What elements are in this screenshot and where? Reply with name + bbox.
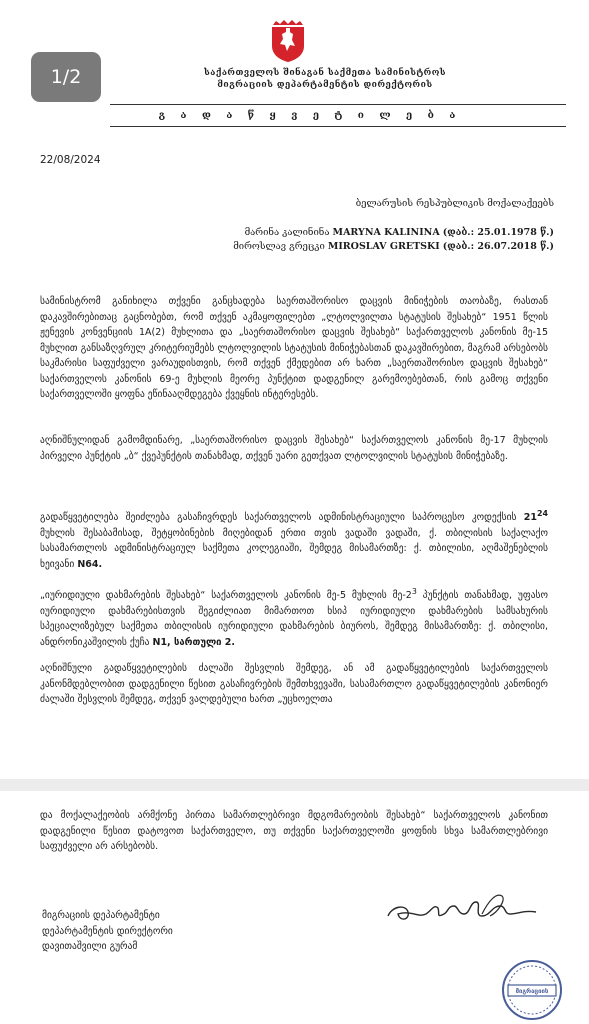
person1-dob: (დაბ.: 25.01.1978 წ.): [442, 227, 554, 238]
paragraph-6: და მოქალაქეობის არმქონე პირთა სამართლებრივი მდგომარეობის შესახებ“ საქართველოს კანონით დადგენილი წესით დატოვოთ საქართველო, თუ თქვენი საქართველოში ყოფნის სხვა სამართლებრივი საფუძველი არ არსებობს.: [40, 810, 548, 852]
header-rule-bottom: [110, 126, 566, 127]
page-indicator-text: 1/2: [50, 66, 82, 88]
ministry-line2: მიგრაციის დეპარტამენტის დირექტორის: [217, 80, 433, 90]
paragraph-4-text-b: პუნქტის თანახმად, უფასო იურიდიული დახმარებისთვის შეგიძლიათ მიმართოთ ხსიპ იურიდიული დახმარების სამსახურის სპეციალიზებულ საქმეთა თბილისის იურიდიული დახმარების ბიუროს, შემდეგ მისამართზე: ქ. თბილისი, ანდრონიკაშვილის ქუჩა: [40, 590, 548, 648]
paragraph-2: აღნიშნულიდან გამომდინარე, „საერთაშორისო დაცვის შესახებ“ საქართველოს კანონის მე-17 მუხლის პირველი პუნქტის „ბ“ ქვეპუნქტის თანახმად, თქვენ უარი გეთქვათ ლტოლვილის სტატუსის მინიჭებაზე.: [40, 435, 548, 462]
stamp-text: მიგრაციის: [515, 988, 549, 995]
paragraph-3-address: N64.: [77, 558, 103, 570]
person1-name-lat: MARYNA KALININA: [332, 227, 440, 238]
header-rule-top: [110, 104, 566, 105]
paragraph-4-address: N1, სართული 2.: [152, 636, 236, 648]
person2-name-lat: MIROSLAV GRETSKI: [327, 241, 440, 252]
signatory-block: [42, 908, 173, 955]
addressee-person2: [233, 241, 554, 252]
page-separator: [0, 779, 589, 791]
paragraph-3-article: 21: [523, 512, 537, 524]
footer-line3: დავითაშვილი გურამ: [42, 941, 138, 952]
addressee-line: ბელარუსის რესპუბლიკის მოქალაქეებს: [355, 198, 554, 209]
person2-dob: (დაბ.: 26.07.2018 წ.): [442, 241, 554, 252]
person2-name-ka: მიროსლავ გრეცკი: [233, 241, 325, 252]
footer-line2: დეპარტამენტის დირექტორი: [42, 925, 173, 937]
paragraph-3-text-b: მუხლის შესაბამისად, შეტყობინების მიღებიდან ერთი თვის ვადაში ვადაში, ქ. თბილისის საქალაქო სასამართლოს ადმინისტრაციულ საქმეთა კოლეგიაში, შემდეგ მისამართზე: ქ. თბილისი, აღმაშენებლის ხეივანი: [40, 527, 548, 570]
coat-of-arms-icon: [270, 20, 306, 62]
paragraph-4-text-a: „იურიდიული დახმარების შესახებ“ საქართველოს კანონის მე-5 მუხლის მე-2: [40, 590, 412, 602]
paragraph-1: სამინისტრომ განიხილა თქვენი განცხადება საერთაშორისო დაცვის მინიჭების თაობაზე, რასთან დაკავშირებითაც გაცნობებთ, რომ თქვენ აკმაყოფილებთ „ლტოლვილთა სტატუსის შესახებ“ 1951 წლის ჟენევის კონვენციის 1A(2) მუხლითა და „საერთაშორისო დაცვის შესახებ“ საქართველოს კანონის მე-15 მუხლით განსაზღვრულ კრიტერიუმებს ლტოლვილის სტატუსის მინიჭებასთან დაკავშირებით, მაგრამ არსებობს საკმარისი საფუძველი ვარაუდისთვის, რომ თქვენ ქმედებით არ ხართ „საერთაშორისო დაცვის შესახებ“ საქართველოს კანონის 69-ე მუხლის მეორე პუნქტით დადგენილ გარემოებებთან, რის გამოც თქვენი საქართველოში ყოფნა ეწინააღმდეგება ქვეყნის ინტერესებს.: [40, 296, 548, 400]
paragraph-3-sup: 24: [536, 509, 548, 518]
addressee-person1: [245, 227, 554, 238]
signature-icon: [378, 884, 548, 932]
paragraph-5: აღნიშნული გადაწყვეტილების ძალაში შესვლის შემდეგ, ან ამ გადაწყვეტილების საქართველოს კანონმდებლობით დადგენილი წესით გასაჩივრების შემთხვევაში, სასამართლო გადაწყვეტილების კანონიერ ძალაში შესვლის შემდეგ, თქვენ ვალდებული ხართ „უცხოელთა: [40, 663, 548, 705]
ministry-header: [155, 67, 495, 91]
paragraph-3: [40, 506, 548, 572]
decision-title: გ ა დ ა წ ყ ვ ე ტ ი ლ ე ბ ა: [158, 110, 462, 121]
paragraph-3-text-a: გადაწყვეტილება შეიძლება გასაჩივრდეს საქართველოს ადმინისტრაციული საპროცესო კოდექსის: [40, 512, 524, 524]
footer-line1: მიგრაციის დეპარტამენტი: [42, 910, 160, 921]
paragraph-4: [40, 584, 548, 650]
document-date: 22/08/2024: [40, 154, 101, 166]
page-indicator: [31, 52, 101, 102]
paragraph-4-sup: 3: [411, 587, 417, 596]
official-stamp-icon: [500, 958, 564, 1022]
person1-name-ka: მარინა კალინინა: [244, 227, 330, 238]
ministry-line1: საქართველოს შინაგან საქმეთა სამინისტროს: [204, 68, 446, 78]
